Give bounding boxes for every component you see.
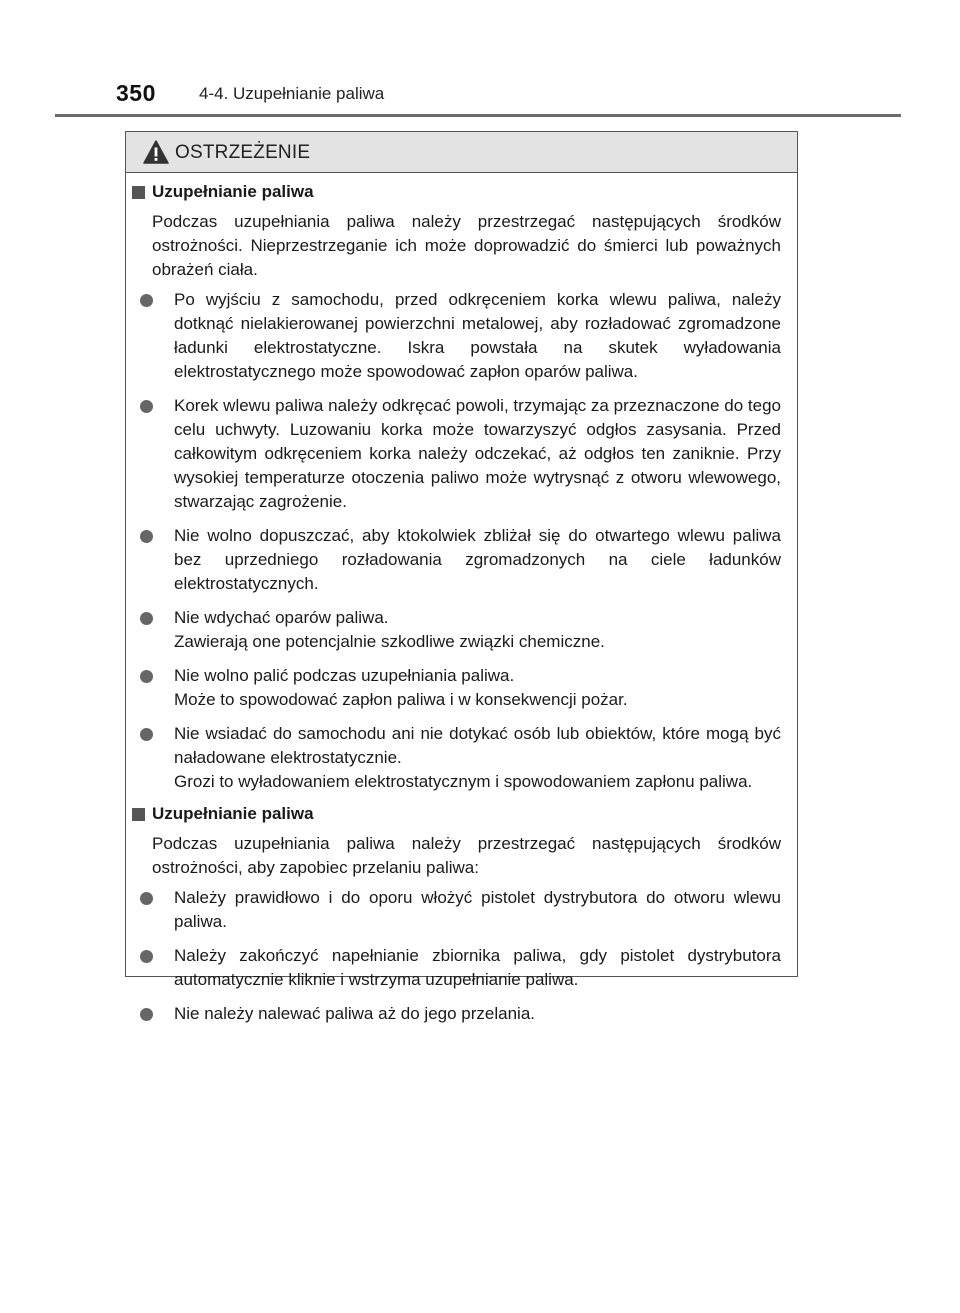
list-item [174, 664, 781, 712]
section-heading [132, 182, 796, 206]
list-item-text: Należy prawidłowo i do oporu włożyć pistolet dystrybutora do otworu wlewu paliwa. [174, 888, 781, 931]
section-intro: Podczas uzupełniania paliwa należy przestrzegać następujących środków ostrożności. Nieprzestrzeganie ich może doprowadzić do śmierci lub poważnych obrażeń ciała. [152, 212, 781, 279]
list-item-text: Nie wdychać oparów paliwa. [174, 608, 389, 627]
list-item [174, 944, 781, 992]
warning-body [126, 174, 796, 1036]
list-item-subtext: Zawierają one potencjalnie szkodliwe związki chemiczne. [174, 632, 605, 651]
square-bullet-icon [132, 808, 145, 821]
list-item [174, 1002, 781, 1026]
square-bullet-icon [132, 186, 145, 199]
warning-title: OSTRZEŻENIE [175, 142, 311, 163]
section-heading-text: Uzupełnianie paliwa [152, 182, 314, 201]
circle-bullet-icon [140, 950, 153, 963]
circle-bullet-icon [140, 892, 153, 905]
section-intro: Podczas uzupełniania paliwa należy przestrzegać następujących środków ostrożności, aby zapobiec przelaniu paliwa: [152, 834, 781, 877]
circle-bullet-icon [140, 670, 153, 683]
circle-bullet-icon [140, 294, 153, 307]
list-item [174, 524, 781, 596]
list-item-text: Należy zakończyć napełnianie zbiornika paliwa, gdy pistolet dystrybutora automatycznie kliknie i wstrzyma uzupełnianie paliwa. [174, 946, 781, 989]
circle-bullet-icon [140, 400, 153, 413]
list-item [174, 722, 781, 794]
list-item [174, 606, 781, 654]
list-item-text: Po wyjściu z samochodu, przed odkręceniem korka wlewu paliwa, należy dotknąć nielakierowanej powierzchni metalowej, aby rozładować zgromadzone ładunki elektrostatyczne. Iskra powstała na skutek wyładowania elektrostatycznego może spowodować zapłon oparów paliwa. [174, 290, 781, 381]
circle-bullet-icon [140, 612, 153, 625]
list-item [174, 886, 781, 934]
page-number: 350 [116, 80, 156, 106]
list-item-text: Nie wsiadać do samochodu ani nie dotykać osób lub obiektów, które mogą być naładowane elektrostatycznie. [174, 724, 781, 767]
section-title: 4-4. Uzupełnianie paliwa [199, 84, 385, 103]
warning-box [125, 131, 798, 1023]
circle-bullet-icon [140, 728, 153, 741]
section-heading-text: Uzupełnianie paliwa [152, 804, 314, 823]
list-item-text: Nie należy nalewać paliwa aż do jego przelania. [174, 1004, 535, 1023]
list-item-text: Nie wolno dopuszczać, aby ktokolwiek zbliżał się do otwartego wlewu paliwa bez uprzedniego rozładowania zgromadzonych na ciele ładunków elektrostatycznych. [174, 526, 781, 593]
list-item [174, 394, 781, 514]
list-item-text: Nie wolno palić podczas uzupełniania paliwa. [174, 666, 515, 685]
circle-bullet-icon [140, 1008, 153, 1021]
warning-triangle-icon [143, 140, 169, 164]
page-header [0, 0, 960, 120]
section-heading [132, 804, 796, 828]
header-rule [55, 114, 901, 117]
list-item-text: Korek wlewu paliwa należy odkręcać powoli, trzymając za przeznaczone do tego celu uchwyty. Luzowaniu korka może towarzyszyć odgłos zasysania. Przed całkowitym odkręceniem korka należy odczekać, aż odgłos ten zaniknie. Przy wysokiej temperaturze otoczenia paliwo może wytrysnąć z otworu wlewowego, stwarzając zagrożenie. [174, 396, 781, 511]
list-item [174, 288, 781, 384]
warning-header [126, 132, 797, 173]
list-item-subtext: Może to spowodować zapłon paliwa i w konsekwencji pożar. [174, 690, 628, 709]
circle-bullet-icon [140, 530, 153, 543]
list-item-subtext: Grozi to wyładowaniem elektrostatycznym i spowodowaniem zapłonu paliwa. [174, 772, 753, 791]
